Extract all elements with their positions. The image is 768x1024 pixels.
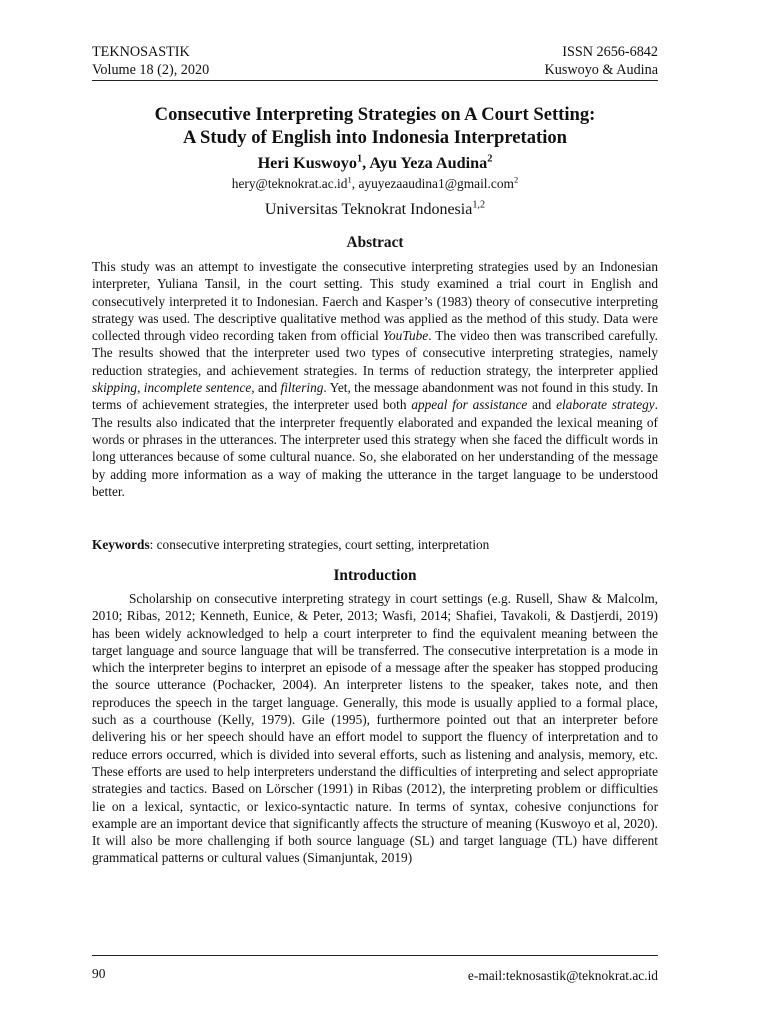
page-number: 90 bbox=[92, 966, 106, 981]
affiliation bbox=[92, 200, 658, 220]
author-separator: , bbox=[362, 154, 370, 172]
email-2[interactable]: ayuyezaaudina1@gmail.com bbox=[358, 176, 514, 191]
abstract-incomplete-sentence: incomplete sentence bbox=[143, 380, 252, 396]
abstract-elaborate: elaborate strategy bbox=[556, 397, 655, 413]
abstract-text-1: This study was an attempt to investigate the consecutive interpreting strategies used by an Indonesian interpreter, Yuliana Tansil, in the court setting. This study examined a trial court in English and consecutively interpreted it to Indonesian. Faerch and Kasper’s (1983) theory of consecutive interpreting strategy was used. The descriptive qualitative method was applied as the method of this study. Data were collected through video recording taken from official bbox=[92, 259, 658, 344]
keywords-label: Keywords bbox=[92, 537, 150, 552]
author-2-affil: 2 bbox=[487, 153, 493, 165]
abstract-appeal: appeal for assistance bbox=[411, 397, 528, 413]
affiliation-name: Universitas Teknokrat Indonesia bbox=[264, 201, 473, 218]
author-1-affil: 1 bbox=[356, 153, 363, 165]
email-separator: , bbox=[351, 176, 359, 191]
header-rule bbox=[92, 80, 658, 81]
running-authors: Kuswoyo & Audina bbox=[544, 62, 658, 78]
author-list bbox=[92, 153, 658, 173]
abstract-comma: , bbox=[137, 380, 144, 396]
title-line-1: Consecutive Interpreting Strategies on A Court Setting: bbox=[154, 104, 596, 125]
title-line-2: A Study of English into Indonesia Interpretation bbox=[182, 127, 567, 148]
journal-name: TEKNOSASTIK bbox=[92, 44, 190, 60]
introduction-body: Scholarship on consecutive interpreting strategy in court settings (e.g. Rusell, Shaw & Malcolm, 2010; Ribas, 2012; Kenneth, Eunice, & Peter, 2013; Wasfi, 2014; Shafiei, Tavakoli, & Dastjerdi, 2019) has been widely acknowledged to help a court interpreter to find the equivalent meaning between the target language and source language that will be transferred. The consecutive interpretation is a mode in which the interpreter begins to interpret an episode of a message after the speaker has stopped producing the source utterance (Pochacker, 2004). An interpreter listens to the speaker, takes note, and then reproduces the speech in the target language. Generally, this mode is usually applied to a formal place, such as a courthouse (Kelly, 1979). Gile (1995), furthermore pointed out that an interpreter before delivering his or her speech should have an effort model to support the fluency of interpretation and to reduce errors occurred, which is divided into several efforts, such as listening and analysis, memory, etc. These efforts are used to help interpreters understand the difficulties of interpreting and select appropriate strategies and tactics. Based on Lörscher (1991) in Ribas (2012), the interpreting problem or difficulties lie on a lexical, syntactic, or lexico-syntactic nature. In terms of syntax, cohesive conjunctions for example are an important device that significantly affects the structure of meaning (Kuswoyo et al, 2020). It will also be more challenging if both source language (SL) and target language (TL) have different grammatical patterns or cultural values (Simanjuntak, 2019) bbox=[92, 591, 658, 866]
introduction-heading: Introduction bbox=[333, 567, 417, 584]
keywords bbox=[92, 536, 658, 553]
abstract-text-3: . Yet, the message abandonment was not found in this study. In terms of achievement strategies, the interpreter used both bbox=[92, 380, 658, 413]
running-header-left bbox=[92, 43, 209, 79]
abstract-skipping: skipping bbox=[92, 380, 138, 396]
running-header-right bbox=[545, 43, 659, 79]
author-1: Heri Kuswoyo bbox=[257, 154, 357, 172]
email-1-affil: 1 bbox=[347, 174, 352, 185]
footer-rule bbox=[92, 955, 658, 956]
email-2-affil: 2 bbox=[513, 174, 519, 185]
abstract-body bbox=[92, 258, 658, 500]
author-2: Ayu Yeza Audina bbox=[369, 154, 488, 172]
email-1[interactable]: hery@teknokrat.ac.id bbox=[231, 176, 348, 191]
abstract-filtering: filtering bbox=[280, 380, 324, 396]
affiliation-sup: 1,2 bbox=[472, 199, 486, 211]
abstract-text-2: . The video then was transcribed carefully. The results showed that the interpreter used two types of consecutive interpreting strategies, namely reduction strategies, and achievement strategies. In terms of reduction strategy, the interpreter applied bbox=[92, 328, 659, 378]
author-emails bbox=[92, 175, 658, 192]
journal-issn: ISSN 2656-6842 bbox=[562, 44, 658, 60]
paper-title bbox=[92, 103, 658, 149]
abstract-text-4: . The results also indicated that the interpreter frequently elaborated and expanded the lexical meaning of words or phrases in the utterances. The interpreter used this strategy when she faced the difficult words in long utterances because of some cultural nuance. So, she elaborated on her understanding of the message by adding more information as a way of making the utterance in the target language to be understood better. bbox=[92, 397, 658, 499]
journal-volume: Volume 18 (2), 2020 bbox=[92, 62, 210, 78]
footer-email[interactable]: e-mail:teknosastik@teknokrat.ac.id bbox=[467, 968, 658, 983]
keywords-text: : consecutive interpreting strategies, court setting, interpretation bbox=[149, 537, 490, 552]
abstract-and-1: , and bbox=[251, 380, 281, 396]
abstract-youtube: YouTube bbox=[382, 328, 429, 344]
abstract-and-2: and bbox=[527, 397, 557, 413]
abstract-heading: Abstract bbox=[346, 234, 404, 251]
